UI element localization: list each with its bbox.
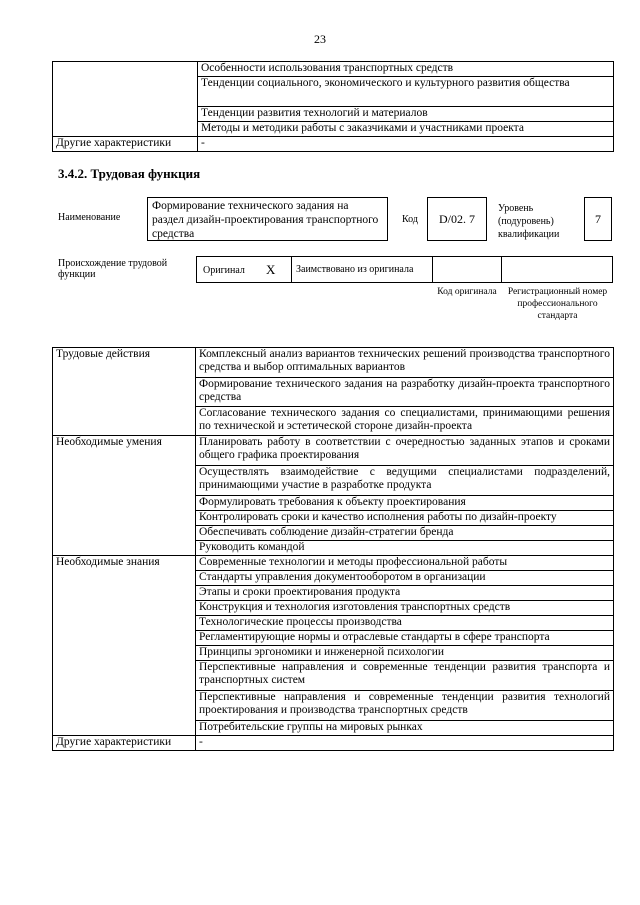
knowledge-item: Конструкция и технология изготовления транспортных средств — [196, 601, 614, 616]
function-name-value: Формирование технического задания на раздел дизайн-проектирования транспортного средства — [147, 197, 388, 241]
code-label: Код — [402, 214, 418, 225]
original-box — [196, 256, 292, 283]
knowledge-item: Этапы и сроки проектирования продукта — [196, 586, 614, 601]
skills-label: Необходимые умения — [53, 436, 196, 556]
knowledge-item: Перспективные направления и современные тенденции развития транспорта и транспортных систем — [196, 661, 614, 691]
reg-number-box — [501, 256, 613, 283]
skill-item: Обеспечивать соблюдение дизайн-стратегии бренда — [196, 526, 614, 541]
knowledge-item: Современные технологии и методы профессиональной работы — [196, 556, 614, 571]
knowledge-item: Перспективные направления и современные тенденции развития технологий проектирования и производства транспортных средств — [196, 691, 614, 721]
knowledge-item: Принципы эргономики и инженерной психологии — [196, 646, 614, 661]
borrowed-box — [291, 256, 433, 283]
main-other-label: Другие характеристики — [53, 736, 196, 751]
skill-item: Руководить командой — [196, 541, 614, 556]
level-value: 7 — [584, 197, 612, 241]
top-table-row: Особенности использования транспортных средств — [198, 62, 614, 77]
origin-code-box — [432, 256, 502, 283]
action-item: Согласование технического задания со специалистами, принимающими решения по технической и эстетической стороне дизайн-проекта — [196, 407, 614, 436]
actions-label: Трудовые действия — [53, 348, 196, 436]
knowledge-label: Необходимые знания — [53, 556, 196, 736]
knowledge-item: Стандарты управления документооборотом в организации — [196, 571, 614, 586]
original-label: Оригинал — [203, 265, 245, 276]
top-table-row: Тенденции развития технологий и материалов — [198, 107, 614, 122]
top-other-label: Другие характеристики — [53, 137, 198, 152]
top-table-empty-label — [53, 62, 198, 137]
top-table-row: Тенденции социального, экономического и культурного развития общества — [198, 77, 614, 107]
action-item: Формирование технического задания на разработку дизайн-проекта транспортного средства — [196, 378, 614, 407]
original-mark: X — [266, 262, 276, 277]
name-label: Наименование — [58, 212, 121, 223]
top-knowledge-table — [52, 61, 614, 152]
borrowed-label: Заимствовано из оригинала — [296, 264, 414, 275]
skill-item: Контролировать сроки и качество исполнения работы по дизайн-проекту — [196, 511, 614, 526]
knowledge-item: Потребительские группы на мировых рынках — [196, 721, 614, 736]
labor-function-table — [52, 347, 614, 751]
function-code-value: D/02. 7 — [427, 197, 487, 241]
reg-number-caption: Регистрационный номер профессионального стандарта — [507, 287, 608, 321]
origin-code-caption: Код оригинала — [437, 287, 497, 297]
knowledge-item: Технологические процессы производства — [196, 616, 614, 631]
section-title: 3.4.2. Трудовая функция — [58, 166, 201, 181]
top-other-value: - — [198, 137, 614, 152]
knowledge-item: Регламентирующие нормы и отраслевые стандарты в сфере транспорта — [196, 631, 614, 646]
main-other-value: - — [196, 736, 614, 751]
page-number: 23 — [314, 32, 326, 46]
skill-item: Планировать работу в соответствии с очередностью заданных этапов и сроками общего графика проектирования — [196, 436, 614, 466]
level-label: Уровень (подуровень) квалификации — [498, 203, 560, 240]
origin-label: Происхождение трудовой функции — [58, 258, 168, 280]
action-item: Комплексный анализ вариантов технических решений производства транспортного средства и выбор оптимальных вариантов — [196, 348, 614, 378]
skill-item: Осуществлять взаимодействие с ведущими специалистами подразделений, принимающими участие в разработке продукта — [196, 466, 614, 496]
skill-item: Формулировать требования к объекту проектирования — [196, 496, 614, 511]
top-table-row: Методы и методики работы с заказчиками и участниками проекта — [198, 122, 614, 137]
